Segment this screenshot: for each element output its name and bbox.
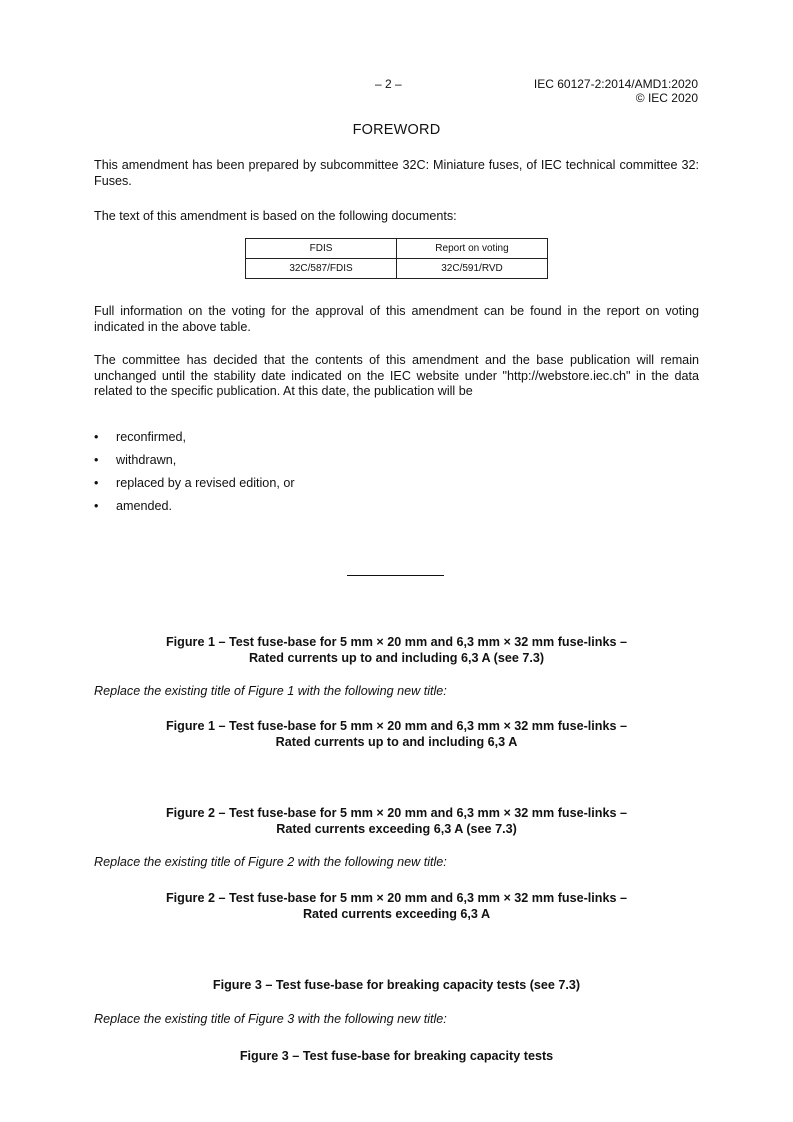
table-header-cell: Report on voting <box>397 239 548 259</box>
table-cell: 32C/587/FDIS <box>246 259 397 279</box>
section-title: FOREWORD <box>352 122 441 138</box>
figure-title-line: Figure 2 – Test fuse-base for 5 mm × 20 mm and 6,3 mm × 32 mm fuse-links – <box>165 891 627 905</box>
figure-1-new-title <box>0 718 793 750</box>
paragraph-prepared-by: This amendment has been prepared by subcommittee 32C: Miniature fuses, of IEC technical committee 32: Fuses. <box>94 158 699 188</box>
figure-3-old-title: Figure 3 – Test fuse-base for breaking capacity tests (see 7.3) <box>212 978 581 992</box>
figure-title-line: Figure 1 – Test fuse-base for 5 mm × 20 mm and 6,3 mm × 32 mm fuse-links – <box>165 719 627 733</box>
paragraph-stability-date: The committee has decided that the contents of this amendment and the base publication will remain unchanged until the stability date indicated on the IEC website under "http://webstore.iec.ch" in the data related to the specific publication. At this date, the publication will be <box>94 353 699 398</box>
bullet-icon: • <box>94 499 99 513</box>
figure-title-line: Rated currents up to and including 6,3 A <box>275 735 518 749</box>
separator-rule <box>347 575 444 576</box>
bullet-icon: • <box>94 430 99 444</box>
figure-3-instruction: Replace the existing title of Figure 3 with the following new title: <box>94 1012 447 1026</box>
list-item <box>94 453 295 476</box>
bullet-icon: • <box>94 476 99 490</box>
document-header <box>534 77 698 105</box>
document-id: IEC 60127-2:2014/AMD1:2020 <box>533 77 698 91</box>
paragraph-voting-info: Full information on the voting for the approval of this amendment can be found in the report on voting indicated in the above table. <box>94 304 699 334</box>
figure-1-old-title <box>0 634 793 666</box>
list-item <box>94 430 295 453</box>
list-item-text: withdrawn, <box>116 453 177 467</box>
figure-title-line: Rated currents exceeding 6,3 A <box>302 907 491 921</box>
figure-title-line: Rated currents up to and including 6,3 A (see 7.3) <box>248 651 545 665</box>
table-header-cell: FDIS <box>246 239 397 259</box>
figure-2-new-title <box>0 890 793 922</box>
page-number: – 2 – <box>375 77 402 91</box>
table-header-row <box>246 239 548 259</box>
bullet-list <box>94 430 295 522</box>
list-item-text: amended. <box>116 499 173 513</box>
figure-3-new-title: Figure 3 – Test fuse-base for breaking capacity tests <box>239 1049 554 1063</box>
copyright-notice: © IEC 2020 <box>635 91 698 105</box>
figure-title-line: Figure 2 – Test fuse-base for 5 mm × 20 mm and 6,3 mm × 32 mm fuse-links – <box>165 806 627 820</box>
figure-2-old-title <box>0 805 793 837</box>
paragraph-based-on: The text of this amendment is based on the following documents: <box>94 209 457 223</box>
figure-2-instruction: Replace the existing title of Figure 2 with the following new title: <box>94 855 447 869</box>
list-item <box>94 476 295 499</box>
list-item <box>94 499 295 522</box>
table-row <box>246 259 548 279</box>
figure-1-instruction: Replace the existing title of Figure 1 with the following new title: <box>94 684 447 698</box>
list-item-text: replaced by a revised edition, or <box>116 476 295 490</box>
table-cell: 32C/591/RVD <box>397 259 548 279</box>
documents-table <box>245 238 548 279</box>
list-item-text: reconfirmed, <box>116 430 186 444</box>
figure-title-line: Figure 1 – Test fuse-base for 5 mm × 20 mm and 6,3 mm × 32 mm fuse-links – <box>165 635 627 649</box>
figure-title-line: Rated currents exceeding 6,3 A (see 7.3) <box>276 822 517 836</box>
bullet-icon: • <box>94 453 99 467</box>
